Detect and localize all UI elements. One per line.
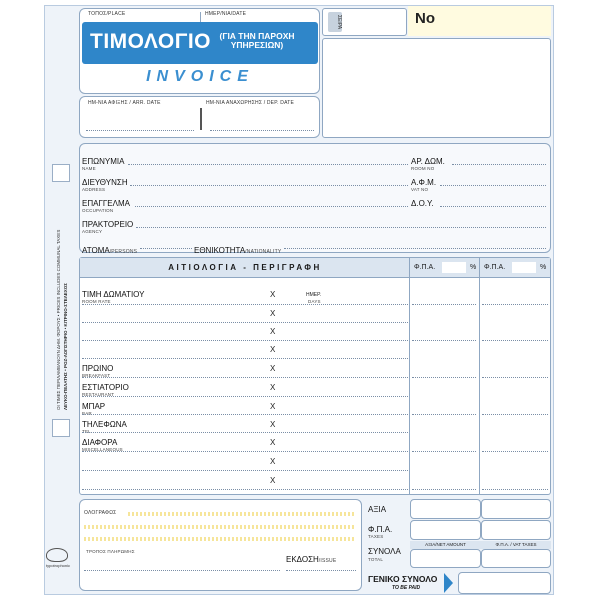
persons-label-group bbox=[82, 240, 137, 258]
multiply-mark: X bbox=[270, 345, 276, 354]
issue-sub: /ISSUE bbox=[318, 558, 337, 564]
vat-col-1-line[interactable] bbox=[412, 489, 476, 490]
vat-col-1-percent-field[interactable] bbox=[442, 262, 466, 273]
series-label: ΣΕΙΡΑ bbox=[328, 12, 342, 32]
issue-label: ΕΚΔΟΣΗ bbox=[286, 555, 319, 564]
value-label: ΑΞΙΑ bbox=[368, 505, 387, 514]
description-line[interactable] bbox=[82, 377, 408, 378]
in-words-field[interactable] bbox=[128, 512, 354, 516]
grand-total-field[interactable] bbox=[458, 572, 551, 594]
room-no-field[interactable] bbox=[452, 164, 546, 165]
address-field[interactable] bbox=[130, 185, 408, 186]
description-line[interactable] bbox=[82, 358, 408, 359]
company-name-sub: NAME bbox=[82, 166, 96, 171]
description-line[interactable] bbox=[82, 432, 408, 433]
tel-sub: TEL bbox=[82, 429, 91, 434]
total-net-field[interactable] bbox=[410, 549, 481, 568]
in-words-field-2[interactable] bbox=[84, 525, 354, 529]
customer-box bbox=[79, 143, 551, 253]
description-line[interactable] bbox=[82, 414, 408, 415]
agency-label: ΠΡΑΚΤΟΡΕΙΟ bbox=[82, 220, 134, 229]
days-sub: DAYS bbox=[308, 299, 321, 304]
nationality-label: ΕΘΝΙΚΟΤΗΤΑ bbox=[194, 246, 246, 255]
vat-col-1-percent: % bbox=[470, 264, 477, 271]
breakfast-sub: BREAKFAST bbox=[82, 373, 111, 378]
issuer-stamp-box[interactable] bbox=[322, 38, 551, 138]
totals-label: ΣΥΝΟΛΑ bbox=[368, 547, 401, 556]
vat-no-field[interactable] bbox=[440, 185, 546, 186]
nationality-label-group bbox=[194, 240, 281, 258]
payment-method-label: ΤΡΟΠΟΣ ΠΛΗΡΩΜΗΣ bbox=[86, 549, 135, 554]
room-rate-sub: ROOM RATE bbox=[82, 299, 111, 304]
multiply-mark: X bbox=[270, 476, 276, 485]
vat-col-2-line[interactable] bbox=[482, 377, 548, 378]
multiply-mark: X bbox=[270, 457, 276, 466]
address-label: ΔΙΕΥΘΥΝΣΗ bbox=[82, 178, 128, 187]
room-rate-label: ΤΙΜΗ ΔΩΜΑΤΙΟΥ bbox=[82, 290, 145, 299]
place-label: ΤΟΠΟΣ/PLACE bbox=[88, 11, 126, 17]
vat-col-1-line[interactable] bbox=[412, 340, 476, 341]
breakfast-row bbox=[82, 364, 113, 378]
company-name-label: ΕΠΩΝΥΜΙΑ bbox=[82, 157, 125, 166]
margin-checkbox-top[interactable] bbox=[52, 164, 70, 182]
restaurant-label: ΕΣΤΙΑΤΟΡΙΟ bbox=[82, 383, 129, 392]
restaurant-sub: RESTAURANT bbox=[82, 392, 115, 397]
vat-col-1-line[interactable] bbox=[412, 451, 476, 452]
multiply-mark: X bbox=[270, 309, 276, 318]
publisher-logo-icon bbox=[46, 548, 68, 562]
address-sub: ADDRESS bbox=[82, 187, 106, 192]
title-greek: ΤΙΜΟΛΟΓΙΟ bbox=[90, 30, 211, 53]
title-subtitle-line-2: ΥΠΗΡΕΣΙΩΝ) bbox=[230, 40, 284, 50]
title-subtitle bbox=[207, 32, 307, 50]
vat-col-divider-2 bbox=[479, 258, 480, 494]
persons-field[interactable] bbox=[140, 248, 192, 249]
dates-divider bbox=[200, 108, 202, 130]
date-label: ΗΜΕΡ/ΝΙΑ/DATE bbox=[205, 11, 247, 17]
header-divider bbox=[200, 12, 201, 22]
breakfast-label: ΠΡΩΙΝΟ bbox=[82, 364, 114, 373]
number-label: No bbox=[415, 10, 435, 27]
room-rate-row bbox=[82, 290, 144, 304]
tel-label: ΤΗΛΕΦΩΝΑ bbox=[82, 420, 127, 429]
tax-office-label: Δ.Ο.Υ. bbox=[411, 199, 434, 208]
vat-col-2-line[interactable] bbox=[482, 340, 548, 341]
vat-col-1-label: Φ.Π.Α. bbox=[414, 264, 436, 271]
vat-col-1-line[interactable] bbox=[412, 377, 476, 378]
vat-col-2-line[interactable] bbox=[482, 304, 548, 305]
vat-col-2-percent: % bbox=[540, 264, 547, 271]
arrow-right-icon bbox=[444, 573, 453, 593]
net-value-field[interactable] bbox=[410, 499, 481, 519]
net-amount-caption: ΑΞΙΑ/NET AMOUNT bbox=[410, 541, 481, 549]
vat-col-1-line[interactable] bbox=[412, 414, 476, 415]
vat-col-2-line[interactable] bbox=[482, 451, 548, 452]
publisher-name: typotrophonic bbox=[46, 563, 71, 568]
description-line[interactable] bbox=[82, 451, 408, 452]
vat-col-2-label: Φ.Π.Α. bbox=[484, 264, 506, 271]
nationality-sub: /NATIONALITY bbox=[245, 249, 282, 255]
description-line[interactable] bbox=[82, 489, 408, 490]
departure-date-label: ΗΜ-ΝΙΑ ΑΝΑΧΩΡΗΣΗΣ / DEP. DATE bbox=[206, 100, 295, 106]
agency-sub: AGENCY bbox=[82, 229, 103, 234]
company-name-field[interactable] bbox=[128, 164, 408, 165]
vat-total-label: Φ.Π.Α. bbox=[368, 525, 393, 534]
vertical-note-taxes: ΟΙ ΤΙΜΕΣ ΠΕΡΙΛΑΜΒΑΝΟΥΝ ΔΗΜ. ΦΟΡΟΥΣ • PRICES INCLUDES COMMUNAL TAXES bbox=[56, 229, 61, 410]
nationality-field[interactable] bbox=[284, 248, 546, 249]
description-line[interactable] bbox=[82, 340, 408, 341]
arrival-date-label: ΗΜ-ΝΙΑ ΑΦΙΞΗΣ / ARR. DATE bbox=[88, 100, 161, 106]
occupation-sub: OCCUPATION bbox=[82, 208, 114, 213]
title-subtitle-line-1: (ΓΙΑ ΤΗΝ ΠΑΡΟΧΗ bbox=[219, 31, 295, 41]
vat-no-label: Α.Φ.Μ. bbox=[411, 178, 437, 187]
totals-sub: TOTAL bbox=[368, 557, 384, 562]
vat-col-2-line[interactable] bbox=[482, 414, 548, 415]
vat-value-field[interactable] bbox=[410, 520, 481, 540]
in-words-label: ΟΛΟΓΡΑΦΩΣ bbox=[84, 510, 117, 516]
multiply-mark: X bbox=[270, 420, 276, 429]
restaurant-row bbox=[82, 383, 129, 397]
description-line[interactable] bbox=[82, 322, 408, 323]
multiply-mark: X bbox=[270, 290, 276, 299]
total-vat-field[interactable] bbox=[481, 549, 551, 568]
vat-taxes-caption: Φ.Π.Α. / VAT TAXES bbox=[481, 541, 551, 549]
persons-sub: /PERSONS bbox=[109, 249, 138, 255]
misc-row bbox=[82, 438, 123, 452]
multiply-mark: X bbox=[270, 327, 276, 336]
multiply-mark: X bbox=[270, 438, 276, 447]
days-label: ΗΜΕΡ. bbox=[306, 292, 322, 298]
description-line[interactable] bbox=[82, 396, 408, 397]
misc-sub: MISCELLANEOUS bbox=[82, 447, 123, 452]
net-value-field-2[interactable] bbox=[481, 499, 551, 519]
occupation-label: ΕΠΑΓΓΕΛΜΑ bbox=[82, 199, 130, 208]
issue-label-group bbox=[286, 549, 336, 567]
multiply-mark: X bbox=[270, 402, 276, 411]
bar-sub: BAR bbox=[82, 411, 92, 416]
tax-office-field[interactable] bbox=[440, 206, 546, 207]
margin-checkbox-bottom[interactable] bbox=[52, 419, 70, 437]
to-be-paid-label: TO BE PAID bbox=[392, 585, 421, 591]
payment-method-field[interactable] bbox=[84, 570, 280, 571]
agency-field[interactable] bbox=[136, 227, 546, 228]
grand-total-label: ΓΕΝΙΚΟ ΣΥΝΟΛΟ bbox=[368, 574, 438, 584]
issue-field[interactable] bbox=[286, 570, 356, 571]
description-line[interactable] bbox=[82, 304, 408, 305]
description-header: ΑΙΤΙΟΛΟΓΙΑ - ΠΕΡΙΓΡΑΦΗ bbox=[168, 263, 322, 272]
room-no-sub: ROOM NO bbox=[411, 166, 435, 171]
departure-date-field[interactable] bbox=[210, 130, 314, 131]
bar-label: ΜΠΑΡ bbox=[82, 402, 106, 411]
misc-label: ΔΙΑΦΟΡΑ bbox=[82, 438, 118, 447]
vat-col-2-percent-field[interactable] bbox=[512, 262, 536, 273]
multiply-mark: X bbox=[270, 364, 276, 373]
vat-no-sub: VAT NO bbox=[411, 187, 429, 192]
vat-col-2-line[interactable] bbox=[482, 489, 548, 490]
room-no-label: ΑΡ. ΔΩΜ. bbox=[411, 157, 445, 166]
vat-col-divider-1 bbox=[409, 258, 410, 494]
arrival-date-field[interactable] bbox=[86, 130, 194, 131]
multiply-mark: X bbox=[270, 383, 276, 392]
in-words-field-3[interactable] bbox=[84, 537, 354, 541]
occupation-field[interactable] bbox=[135, 206, 408, 207]
vertical-note-copies: ΛΕΥΚΟ-ΠΕΛΑΤΗΣ • ΡΟΖ-ΛΟΓΙΣΤΗΡΙΟ • ΚΙΤΡΙΝΟ-ΣΤΕΛΕΧΟΣ bbox=[63, 283, 68, 410]
taxes-sub: TAXES bbox=[368, 534, 384, 539]
title-band bbox=[82, 22, 318, 64]
description-line[interactable] bbox=[82, 470, 408, 471]
title-english: INVOICE bbox=[146, 68, 254, 85]
vat-value-field-2[interactable] bbox=[481, 520, 551, 540]
vat-col-1-line[interactable] bbox=[412, 304, 476, 305]
persons-label: ΑΤΟΜΑ bbox=[82, 246, 110, 255]
